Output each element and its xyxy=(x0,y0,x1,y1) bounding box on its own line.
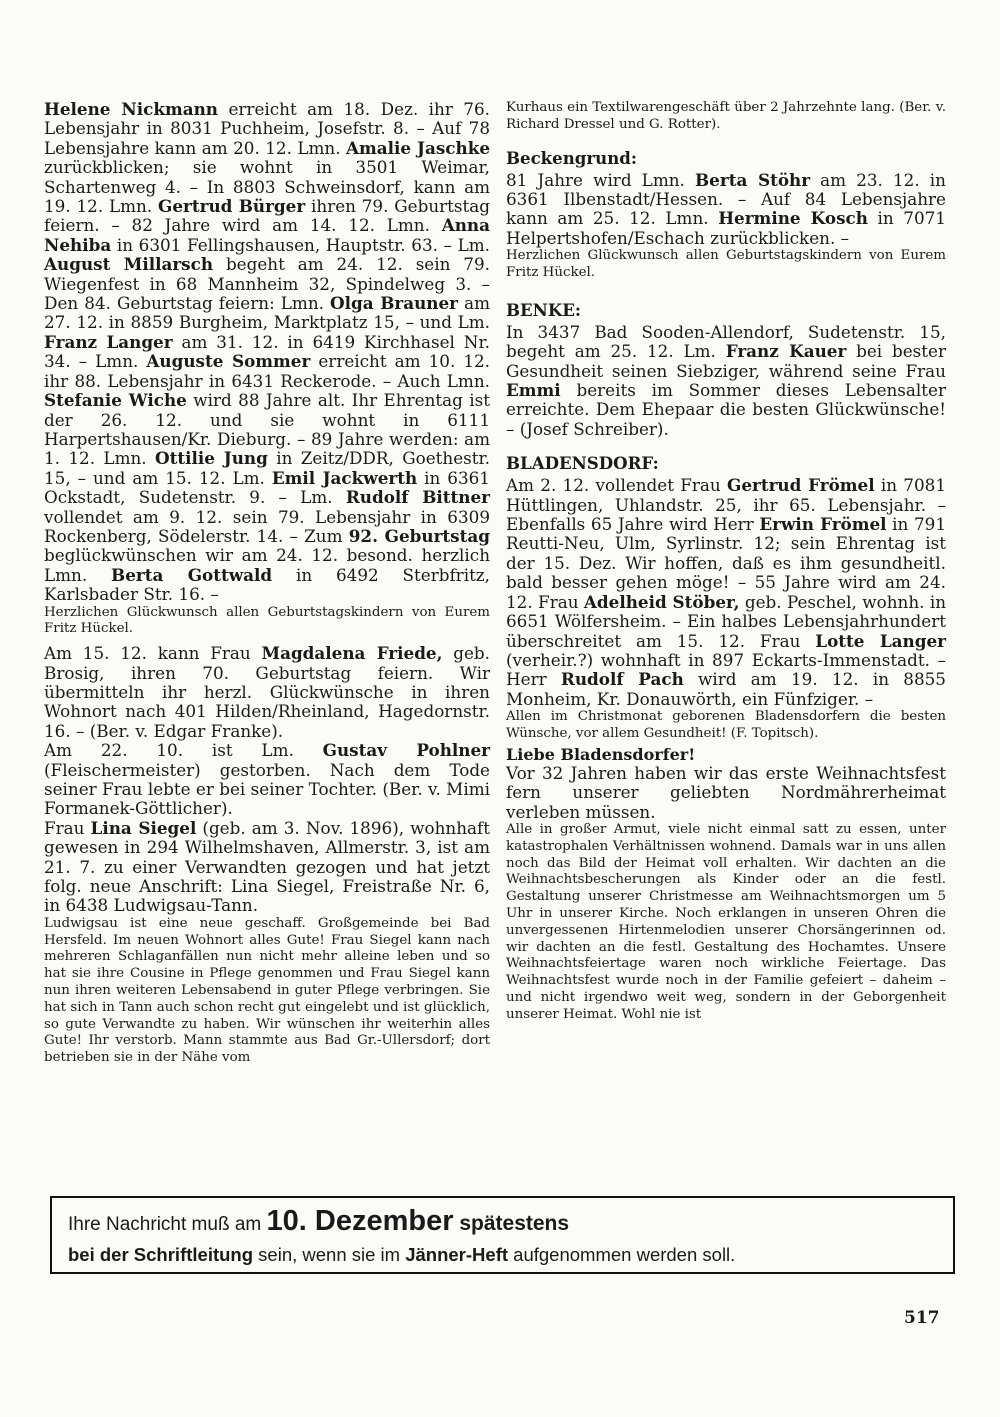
text-segment: am 23. 12. in 6361 Ilbenstadt/Hessen. – Auf 84 Lebensjahre kann am 25. 12. Lmn. xyxy=(506,169,946,229)
person-name: Franz Langer xyxy=(44,331,173,352)
person-name: Hermine Kosch xyxy=(718,208,868,229)
bladensdorf-small-text: Allen im Christmonat geborenen Bladensdorfern die besten Wünsche, vor allem Gesundheit! (F. Topitsch). xyxy=(506,709,946,741)
text-segment: am 27. 12. in 8859 Burgheim, Marktplatz 15, – und Lm. xyxy=(44,293,490,333)
text-segment: erreicht am 10. 12. ihr 88. Lebensjahr in 6431 Reckerode. – Auch Lmn. xyxy=(44,351,491,391)
person-name: Adelheid Stöber, xyxy=(583,591,740,612)
text-segment: (geb. am 3. Nov. 1896), wohnhaft gewesen in 294 Wilhelmshaven, Allmerstr. 3, ist am 21. 7. zu einer Verwandten gezogen und hat jetzt folg. neue Anschrift: Lina Siegel, Freistraße Nr. 6, in 6438 Ludwigsau-Tann. xyxy=(44,817,491,916)
person-name: Magdalena Friede, xyxy=(261,643,443,664)
heading-benke: BENKE: xyxy=(506,299,582,320)
text-segment: 81 Jahre wird Lmn. xyxy=(506,169,695,190)
deadline-notice-box xyxy=(50,1196,955,1274)
liebe-small-text: Alle in großer Armut, viele nicht einmal satt zu essen, unter katastrophalen Verhältnissen wohnend. Damals war in uns allen noch das Bild der Heimat voll erhalten. Wir dachten an die Weihnachtsbescherungen als Kinder oder an die festl. Gestaltung unserer Christmesse am Weihnachtsmorgen um 5 Uhr in unserer Kirche. Noch erklangen in unseren Ohren die unvergessenen Hirtenmelodien unserer Chorsängerinnen od. wir dachten an die festl. Gestaltung des Hochamtes. Unsere Weihnachtsfeiertage waren noch wirkliche Feiertage. Das Weihnachtsfest wurde noch in der Familie gefeiert – daheim – und nicht irgendwo weit weg, sondern in der Geborgenheit unserer Heimat. Wohl nie ist xyxy=(506,821,946,1022)
person-name: Lina Siegel xyxy=(90,817,197,838)
heading-bladensdorf: BLADENSDORF: xyxy=(506,453,659,474)
notice-text-b: spätestens xyxy=(453,1212,570,1235)
person-name: Lotte Langer xyxy=(815,630,946,651)
text-segment: in 7071 Helpertshofen/Eschach zurückblicken. – xyxy=(506,208,946,248)
person-name: Erwin Frömel xyxy=(759,514,887,535)
person-name: Franz Kauer xyxy=(725,341,847,362)
notice-deadline-date: 10. Dezember xyxy=(266,1205,454,1237)
heading-liebe-bladensdorfer: Liebe Bladensdorfer! xyxy=(506,744,696,764)
person-name: August Millarsch xyxy=(44,254,214,275)
text-segment: in 791 Reutti-Neu, Ulm, Syrlinstr. 12; sein Ehrentag ist der 15. Dez. Wir hoffen, daß es ihm gesundheitl. bald besser gehen möge! – 55 Jahre wird am 24. 12. Frau xyxy=(506,514,946,612)
liebe-paragraph: Vor 32 Jahren haben wir das erste Weihnachtsfest fern unserer geliebten Nordmährerheimat verleben müssen. xyxy=(506,762,946,822)
person-name: Anna Nehiba xyxy=(44,215,490,255)
greeting-note: Herzlichen Glückwunsch allen Geburtstagskindern von Eurem Fritz Hückel. xyxy=(44,604,490,637)
person-name: Ottilie Jung xyxy=(155,448,268,469)
continuation-text: Kurhaus ein Textilwarengeschäft über 2 Jahrzehnte lang. (Ber. v. Richard Dressel und G. Rotter). xyxy=(506,100,946,132)
text-segment: Am 22. 10. ist Lm. xyxy=(44,740,323,761)
page-number: 517 xyxy=(904,1308,940,1328)
right-column xyxy=(506,100,946,1024)
person-name: Auguste Sommer xyxy=(146,351,311,372)
siegel-small-text: Ludwigsau ist eine neue geschaff. Großgemeinde bei Bad Hersfeld. Im neuen Wohnort alles Gute! Frau Siegel kann nach mehreren Schlaganfällen nun nicht mehr alleine leben und so hat sie ihre Cousine in Pflege genommen und Frau Siegel kann nun ihren weiteren Lebensabend in guter Pflege verbringen. Sie hat sich in Tann auch schon recht gut eingelebt und ist glücklich, so gute Verwandte zu haben. Wir wünschen ihr weiterhin alles Gute! Ihr verstorb. Mann stammte aus Bad Gr.-Ullersdorf; dort betrieben sie in der Nähe vom xyxy=(44,915,490,1066)
notice-text-d: aufgenommen werden soll. xyxy=(508,1244,736,1265)
notice-text-c: sein, wenn sie im xyxy=(253,1244,406,1265)
text-segment: geb. Peschel, wohnh. in 6651 Wölfersheim. – Ein halbes Lebensjahrhundert überschreitet am 15. 12. Frau xyxy=(506,591,947,651)
left-column xyxy=(44,100,490,1067)
friede-paragraph xyxy=(44,644,490,741)
text-segment: bereits im Sommer dieses Lebensalter erreichte. Dem Ehepaar die besten Glückwünsche! – (Josef Schreiber). xyxy=(506,380,946,439)
person-name: Rudolf Pach xyxy=(560,669,684,690)
person-name: Amalie Jaschke xyxy=(346,137,490,158)
text-segment: Am 15. 12. kann Frau xyxy=(44,643,262,664)
text-segment: zurückblicken; sie wohnt in 3501 Weimar, Schartenweg 4. – In 8803 Schweinsdorf, kann am 19. 12. Lmn. xyxy=(44,157,490,217)
text-segment: am 31. 12. in 6419 Kirchhasel Nr. 34. – Lmn. xyxy=(44,331,490,372)
person-name: Emmi xyxy=(506,380,561,401)
text-segment: Frau xyxy=(44,817,91,838)
person-name: Rudolf Bittner xyxy=(345,487,491,508)
text-segment: geb. Brosig, ihren 70. Geburtstag feiern. Wir übermitteln ihr herzl. Glückwünsche in ihren Wohnort nach 401 Hilden/Rheinland, Hagedornstr. 16. – (Ber. v. Edgar Franke). xyxy=(44,643,490,741)
person-name: Stefanie Wiche xyxy=(44,390,187,411)
text-segment: (Fleischermeister) gestorben. Nach dem Tode seiner Frau lebte er bei seiner Tochter. (Ber. v. Mimi Formanek-Göttlicher). xyxy=(44,759,490,819)
notice-text-a: Ihre Nachricht muß am xyxy=(68,1214,267,1235)
text-segment: bei bester Gesundheit seinen Siebziger, während seine Frau xyxy=(506,341,946,381)
text-segment: Am 2. 12. vollendet Frau xyxy=(506,475,727,496)
beckengrund-paragraph xyxy=(506,171,946,249)
text-segment: (verheir.?) wohnhaft in 897 Eckarts-Immenstadt. – Herr xyxy=(506,649,946,690)
text-segment: in 6301 Fellingshausen, Hauptstr. 63. – Lm. xyxy=(111,234,490,255)
text-segment: In 3437 Bad Sooden-Allendorf, Sudetenstr. 15, begeht am 25. 12. Lm. xyxy=(506,321,946,362)
person-name: Berta Stöhr xyxy=(695,169,811,190)
birthday-paragraph xyxy=(44,100,490,605)
notice-editorial-office: bei der Schriftleitung xyxy=(68,1244,254,1265)
person-name: Gertrud Bürger xyxy=(158,196,306,217)
notice-issue-name: Jänner-Heft xyxy=(405,1244,509,1265)
person-name: Gertrud Frömel xyxy=(726,475,875,496)
text-segment: in 6492 Sterbfritz, Karlsbader Str. 16. – xyxy=(44,564,490,605)
text-segment: beglückwünschen wir am 24. 12. besond. herzlich Lmn. xyxy=(44,545,490,585)
text-segment: erreicht am 18. Dez. ihr 76. Lebensjahr in 8031 Puchheim, Josefstr. 8. – Auf 78 Lebensjahre kann am 20. 12. Lmn. xyxy=(44,99,490,158)
heading-beckengrund: Beckengrund: xyxy=(506,147,638,168)
person-name: 92. Geburtstag xyxy=(348,525,490,546)
person-name: Emil Jackwerth xyxy=(271,467,418,488)
bladensdorf-paragraph xyxy=(506,476,946,709)
person-name: Gustav Pohlner xyxy=(322,740,490,761)
text-segment: in 6361 Ockstadt, Sudetenstr. 9. – Lm. xyxy=(44,467,490,508)
text-segment: in 7081 Hüttlingen, Uhlandstr. 25, ihr 65. Lebensjahr. – Ebenfalls 65 Jahre wird Herr xyxy=(506,475,946,535)
siegel-paragraph xyxy=(44,819,490,916)
notice-line-1 xyxy=(68,1206,953,1240)
person-name: Helene Nickmann xyxy=(44,99,219,119)
text-segment: vollendet am 9. 12. sein 79. Lebensjahr in 6309 Rockenberg, Södelerstr. 14. – Zum xyxy=(44,506,490,546)
text-segment: wird am 19. 12. in 8855 Monheim, Kr. Donauwörth, ein Fünfziger. – xyxy=(506,669,946,709)
benke-paragraph xyxy=(506,323,946,439)
greeting-note-2: Herzlichen Glückwunsch allen Geburtstagskindern von Eurem Fritz Hückel. xyxy=(506,248,946,281)
person-name: Berta Gottwald xyxy=(111,564,273,585)
text-segment: wird 88 Jahre alt. Ihr Ehrentag ist der 26. 12. und sie wohnt in 6111 Harpertshausen/Kr. Dieburg. – 89 Jahre werden: am 1. 12. Lmn. xyxy=(44,390,490,469)
text-segment: begeht am 24. 12. sein 79. Wiegenfest in 68 Mannheim 32, Spindelweg 3. – Den 84. Geburtstag feiern: Lmn. xyxy=(44,254,490,314)
notice-line-2 xyxy=(68,1242,953,1268)
text-segment: ihren 79. Geburtstag feiern. – 82 Jahre wird am 14. 12. Lmn. xyxy=(44,196,491,236)
text-segment: in Zeitz/DDR, Goethestr. 15, – und am 15. 12. Lm. xyxy=(44,448,491,488)
person-name: Olga Brauner xyxy=(330,293,459,314)
pohlner-paragraph xyxy=(44,741,490,819)
